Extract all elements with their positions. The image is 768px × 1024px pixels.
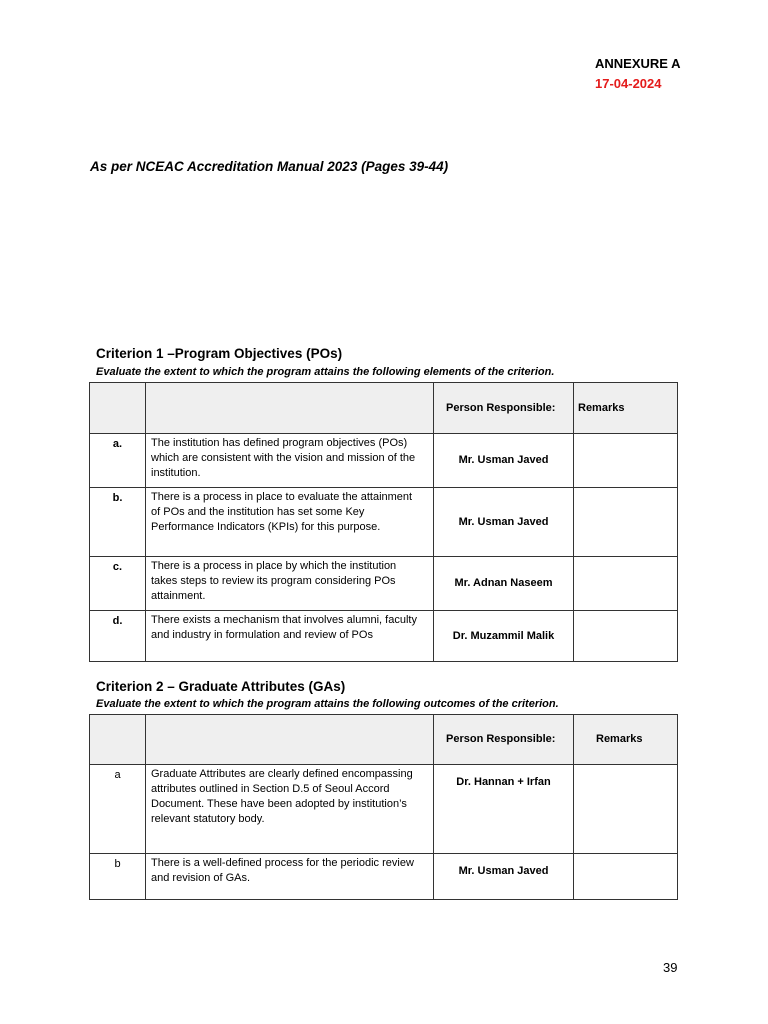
row-index: a.	[90, 434, 146, 488]
header-description-cell	[146, 715, 434, 765]
criterion1-subtitle: Evaluate the extent to which the program attains the following elements of the criterion.	[96, 366, 555, 378]
row-remarks	[574, 765, 678, 854]
table-header-row	[90, 383, 678, 434]
row-description: There is a well-defined process for the periodic review and revision of GAs.	[146, 854, 434, 900]
criterion2-subtitle: Evaluate the extent to which the program attains the following outcomes of the criterion.	[96, 698, 559, 710]
row-remarks	[574, 488, 678, 557]
header-description-cell	[146, 383, 434, 434]
annexure-block	[595, 54, 680, 94]
row-index: b.	[90, 488, 146, 557]
table-row	[90, 765, 678, 854]
table-header-row	[90, 715, 678, 765]
criterion2-title: Criterion 2 – Graduate Attributes (GAs)	[96, 679, 346, 694]
header-index-cell	[90, 383, 146, 434]
row-person: Dr. Muzammil Malik	[434, 611, 574, 662]
row-description: There is a process in place by which the institution takes steps to review its program considering POs attainment.	[146, 557, 434, 611]
row-index: a	[90, 765, 146, 854]
row-description: The institution has defined program objectives (POs) which are consistent with the vision and mission of the institution.	[146, 434, 434, 488]
criterion2-table	[89, 714, 678, 900]
row-person: Mr. Usman Javed	[434, 854, 574, 900]
table-row	[90, 434, 678, 488]
row-remarks	[574, 611, 678, 662]
header-remarks: Remarks	[574, 715, 678, 765]
row-index: d.	[90, 611, 146, 662]
table-row	[90, 557, 678, 611]
row-description: Graduate Attributes are clearly defined encompassing attributes outlined in Section D.5 of Seoul Accord Document. These have been adopted by institution’s relevant statutory body.	[146, 765, 434, 854]
header-remarks: Remarks	[574, 383, 678, 434]
row-person: Mr. Usman Javed	[434, 488, 574, 557]
row-description: There is a process in place to evaluate the attainment of POs and the institution has set some Key Performance Indicators (KPIs) for this purpose.	[146, 488, 434, 557]
header-person-responsible: Person Responsible:	[434, 383, 574, 434]
page-number: 39	[663, 960, 678, 975]
row-person: Mr. Usman Javed	[434, 434, 574, 488]
criterion1-title: Criterion 1 –Program Objectives (POs)	[96, 346, 343, 361]
annexure-date: 17-04-2024	[595, 76, 662, 91]
row-index: c.	[90, 557, 146, 611]
row-description: There exists a mechanism that involves alumni, faculty and industry in formulation and review of POs	[146, 611, 434, 662]
table-row	[90, 854, 678, 900]
table-row	[90, 488, 678, 557]
row-person: Dr. Hannan + Irfan	[434, 765, 574, 854]
header-person-responsible: Person Responsible:	[434, 715, 574, 765]
row-index: b	[90, 854, 146, 900]
annexure-label: ANNEXURE A	[595, 56, 681, 71]
manual-reference: As per NCEAC Accreditation Manual 2023 (Pages 39-44)	[90, 159, 449, 174]
row-person: Mr. Adnan Naseem	[434, 557, 574, 611]
header-index-cell	[90, 715, 146, 765]
row-remarks	[574, 434, 678, 488]
criterion1-table	[89, 382, 678, 662]
table-row	[90, 611, 678, 662]
row-remarks	[574, 854, 678, 900]
row-remarks	[574, 557, 678, 611]
